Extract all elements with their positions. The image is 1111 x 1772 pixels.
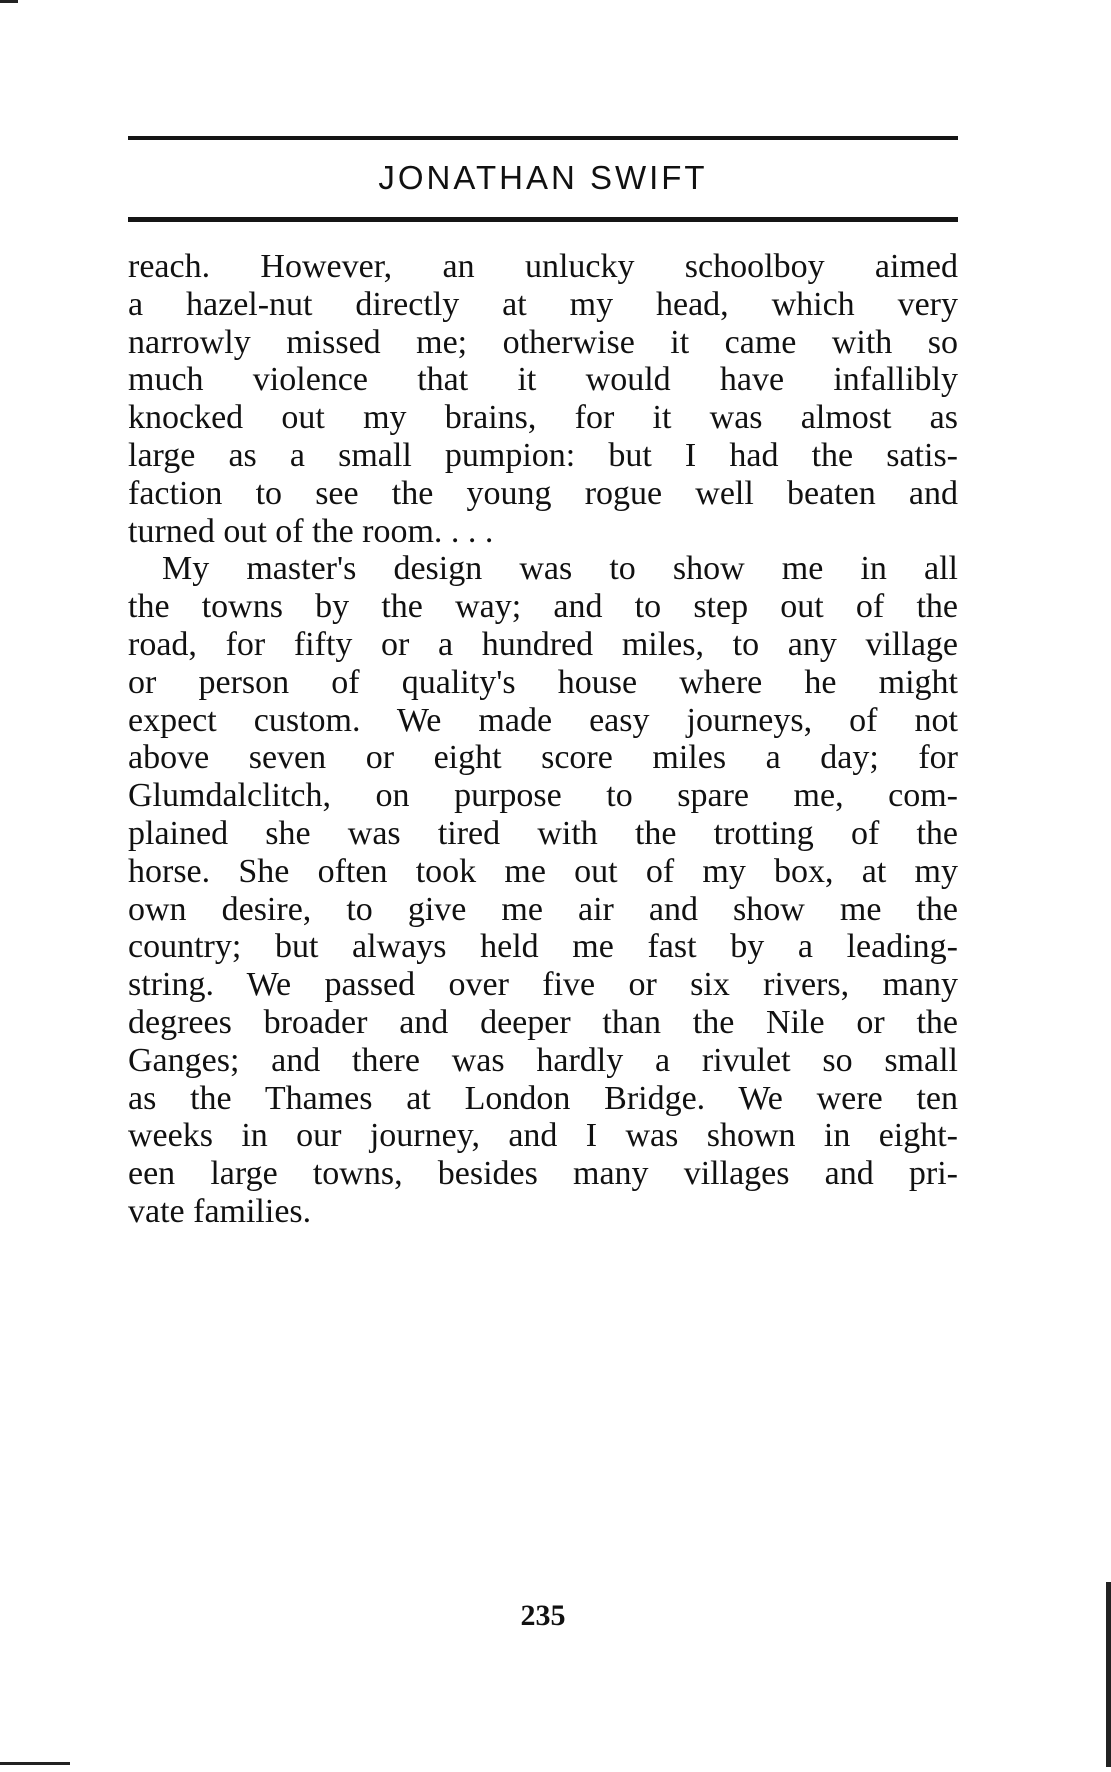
- header-rule-bottom: [128, 217, 958, 222]
- text-line: plained she was tired with the trotting of the: [128, 814, 958, 852]
- text-line: een large towns, besides many villages and pri-: [128, 1155, 958, 1193]
- text-line: horse. She often took me out of my box, at my: [128, 852, 958, 890]
- text-line: knocked out my brains, for it was almost as: [128, 399, 958, 437]
- text-line: a hazel-nut directly at my head, which very: [128, 285, 958, 323]
- text-line: Ganges; and there was hardly a rivulet so small: [128, 1041, 958, 1079]
- page-number: 235: [520, 1599, 566, 1632]
- paragraph-1: [128, 248, 958, 550]
- text-line: My master's design was to show me in all: [162, 550, 958, 588]
- scan-edge-mark: [0, 0, 18, 3]
- text-line: much violence that it would have infallibly: [128, 361, 958, 399]
- text-line: faction to see the young rogue well beaten and: [128, 474, 958, 512]
- text-line: above seven or eight score miles a day; for: [128, 739, 958, 777]
- text-line: Glumdalclitch, on purpose to spare me, com-: [128, 777, 958, 815]
- text-line: or person of quality's house where he might: [128, 663, 958, 701]
- text-line: narrowly missed me; otherwise it came with so: [128, 323, 958, 361]
- text-line: string. We passed over five or six rivers, many: [128, 966, 958, 1004]
- scan-edge-mark: [0, 1762, 70, 1765]
- text-line: expect custom. We made easy journeys, of not: [128, 701, 958, 739]
- text-line: country; but always held me fast by a leading-: [128, 928, 958, 966]
- text-line: as the Thames at London Bridge. We were ten: [128, 1079, 958, 1117]
- header-rule-top: [128, 136, 958, 140]
- text-line: turned out of the room. . . .: [128, 512, 494, 550]
- scan-edge-mark: [1106, 1582, 1111, 1767]
- text-line: large as a small pumpion: but I had the satis-: [128, 436, 958, 474]
- running-title: JONATHAN SWIFT: [378, 159, 708, 196]
- paragraph-2: [128, 550, 958, 1230]
- text-line: weeks in our journey, and I was shown in eight-: [128, 1117, 958, 1155]
- text-line: vate families.: [128, 1192, 312, 1230]
- text-line: road, for fifty or a hundred miles, to any village: [128, 625, 958, 663]
- text-line: degrees broader and deeper than the Nile or the: [128, 1003, 958, 1041]
- body-text: [128, 248, 958, 1231]
- text-line: own desire, to give me air and show me the: [128, 890, 958, 928]
- text-line: reach. However, an unlucky schoolboy aimed: [128, 248, 958, 285]
- text-line: the towns by the way; and to step out of the: [128, 588, 958, 626]
